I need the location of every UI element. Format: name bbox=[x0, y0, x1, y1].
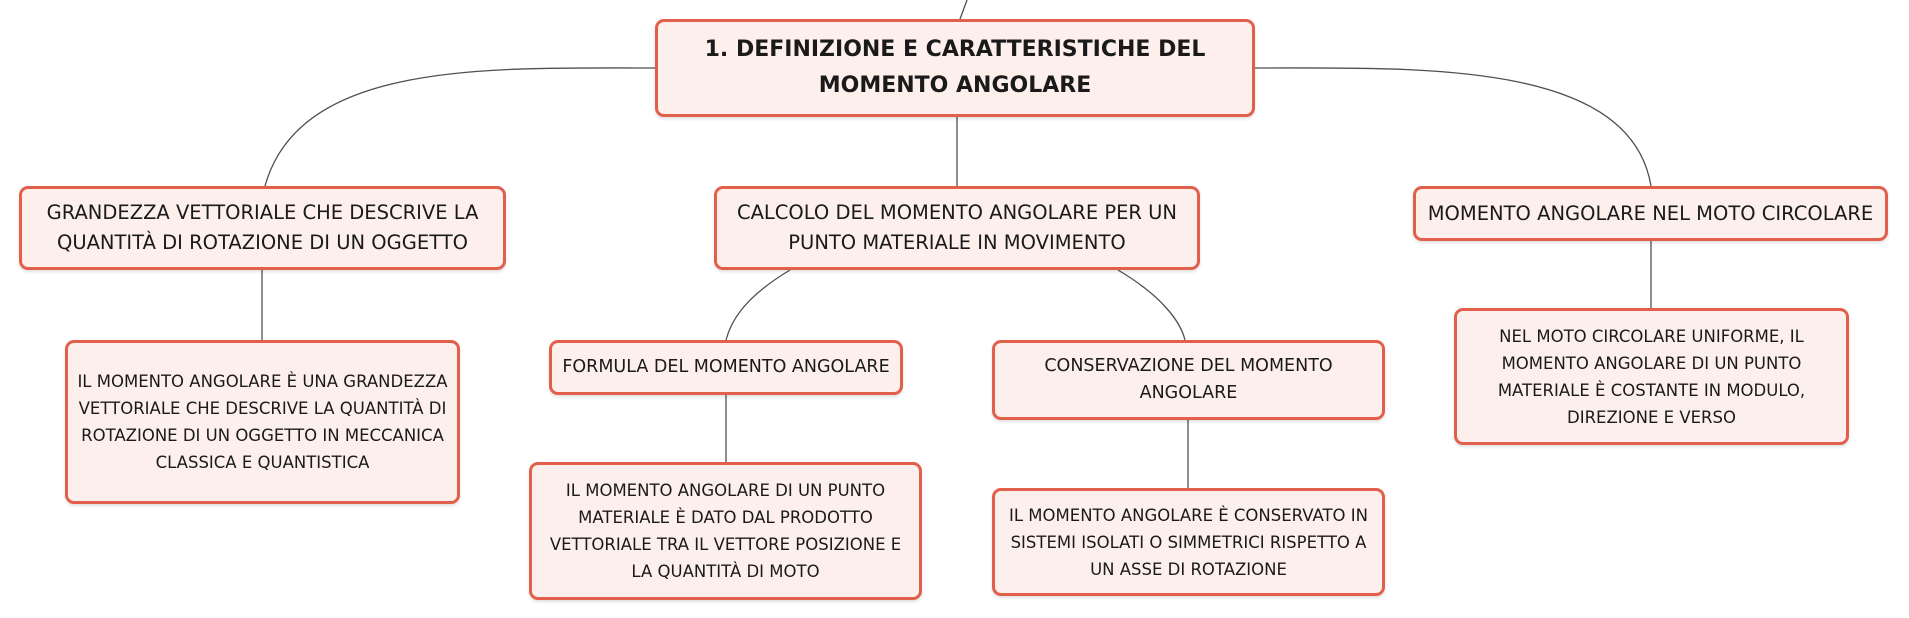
detail-node-text: IL MOMENTO ANGOLARE È UNA GRANDEZZA VETTORIALE CHE DESCRIVE LA QUANTITÀ DI ROTAZIONE DI UN OGGETTO IN MECCANICA CLASSICA E QUANTISTICA bbox=[77, 372, 448, 472]
subnode-formula[interactable] bbox=[549, 340, 903, 395]
connector-parent-incoming bbox=[960, 0, 967, 19]
detail-node-conservation[interactable] bbox=[992, 488, 1385, 596]
subnode-label: FORMULA DEL MOMENTO ANGOLARE bbox=[562, 357, 890, 377]
branch-node-label: GRANDEZZA VETTORIALE CHE DESCRIVE LA QUANTITÀ DI ROTAZIONE DI UN OGGETTO bbox=[46, 201, 479, 254]
connector-root-to-branch-1 bbox=[265, 68, 655, 186]
connector-branch-2-to-conservation bbox=[1118, 270, 1185, 340]
subnode-label: CONSERVAZIONE DEL MOMENTO ANGOLARE bbox=[1044, 356, 1333, 403]
branch-node-calculation[interactable] bbox=[714, 186, 1200, 270]
detail-node-text: IL MOMENTO ANGOLARE DI UN PUNTO MATERIALE È DATO DAL PRODOTTO VETTORIALE TRA IL VETTORE POSIZIONE E LA QUANTITÀ DI MOTO bbox=[549, 481, 902, 581]
root-node-label: 1. DEFINIZIONE E CARATTERISTICHE DEL MOMENTO ANGOLARE bbox=[704, 37, 1206, 98]
connector-branch-2-to-formula bbox=[726, 270, 790, 340]
detail-node-text: NEL MOTO CIRCOLARE UNIFORME, IL MOMENTO ANGOLARE DI UN PUNTO MATERIALE È COSTANTE IN MODULO, DIREZIONE E VERSO bbox=[1497, 326, 1806, 427]
branch-node-vector-quantity[interactable] bbox=[19, 186, 506, 270]
detail-node-circular-motion[interactable] bbox=[1454, 308, 1849, 445]
subnode-conservation[interactable] bbox=[992, 340, 1385, 420]
branch-node-label: CALCOLO DEL MOMENTO ANGOLARE PER UN PUNTO MATERIALE IN MOVIMENTO bbox=[736, 201, 1178, 254]
root-node[interactable] bbox=[655, 19, 1255, 117]
branch-node-circular-motion[interactable] bbox=[1413, 186, 1888, 241]
branch-node-label: MOMENTO ANGOLARE NEL MOTO CIRCOLARE bbox=[1427, 201, 1874, 225]
detail-node-vector-quantity[interactable] bbox=[65, 340, 460, 504]
detail-node-text: IL MOMENTO ANGOLARE È CONSERVATO IN SISTEMI ISOLATI O SIMMETRICI RISPETTO A UN ASSE DI ROTAZIONE bbox=[1009, 505, 1368, 579]
detail-node-formula[interactable] bbox=[529, 462, 922, 600]
connector-root-to-branch-3 bbox=[1255, 68, 1651, 186]
